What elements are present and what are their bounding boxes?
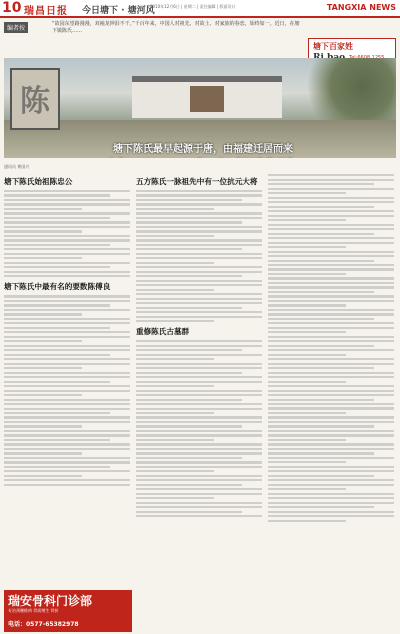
section-heading-1: 塘下陈氏始祖陈忠公	[4, 177, 73, 186]
section-heading-3: 五方陈氏一脉祖先中有一位抗元大将	[136, 177, 258, 186]
photo-gate	[190, 86, 224, 112]
column-1	[4, 172, 130, 488]
editor-note-tag: 编者按	[4, 22, 28, 33]
advertisement-box	[4, 590, 132, 632]
photo-stele	[10, 68, 60, 130]
page-header	[0, 0, 400, 18]
stele-character: 陈	[20, 84, 50, 119]
section-english-name: TANGXIA NEWS	[326, 3, 396, 12]
brand-title: 塘下百家姓	[313, 42, 353, 51]
headline-main	[68, 154, 338, 158]
article-body-2	[4, 295, 130, 486]
intro-paragraph: “故园东望路漫漫，双袖龙钟泪不干。”千百年来，中国人对祖先、对故土、对家族的眷恋，始终如一。近日，在塘下镇陈氏……	[52, 21, 300, 34]
byline: 通讯员 黄国兴	[4, 164, 30, 169]
section-heading-2: 塘下陈氏中最有名的要数陈傅良	[4, 282, 111, 292]
lead-photo	[4, 58, 396, 158]
article-body-1	[4, 190, 130, 277]
dateline: 2010年12月6日 | 星期二 | 责任编辑 | 版面设计	[150, 4, 236, 9]
page-number: 10	[2, 0, 22, 16]
article-body-3	[136, 190, 262, 322]
article-body-5	[268, 174, 394, 521]
headline-overlay	[68, 140, 338, 158]
advertisement-line: 专治颈腰椎病 骨质增生 骨折	[8, 608, 59, 613]
section-heading-4: 重修陈氏古墓群	[136, 327, 190, 337]
column-2	[136, 172, 262, 520]
article-body-4	[136, 340, 262, 517]
headline-subtitle: 塘下陈氏最早起源于唐，由福建迁居而来	[113, 144, 293, 155]
column-3	[268, 172, 394, 524]
section-title: 今日塘下 · 塘河风	[82, 6, 155, 16]
photo-tree	[296, 58, 396, 128]
advertisement-title: 瑞安骨科门诊部	[8, 594, 93, 608]
newspaper-name: 瑞昌日报	[24, 6, 68, 17]
advertisement-phone: 电话：0577-65382978	[8, 621, 79, 628]
